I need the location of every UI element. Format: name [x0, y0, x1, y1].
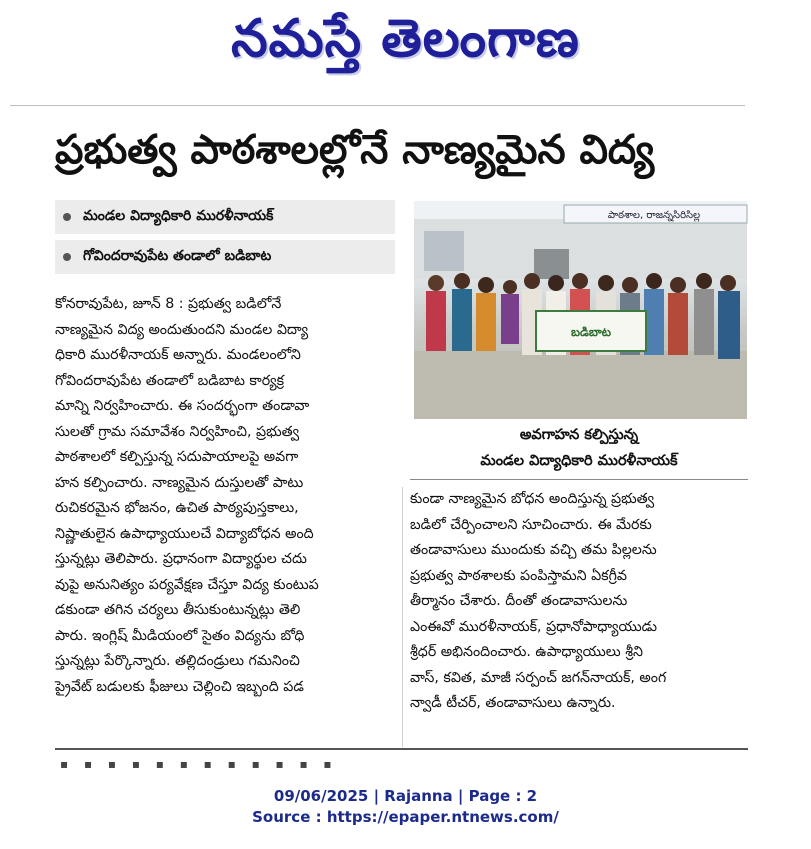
body-line: నిష్ణాతులైన ఉపాధ్యాయులచే విద్యాబోధన అంది — [55, 525, 314, 542]
group-photo-illustration — [414, 201, 747, 419]
article-photo — [414, 201, 747, 419]
body-line: రుచికరమైన భోజనం, ఉచిత పాఠ్యపుస్తకాలు, — [55, 500, 299, 516]
body-line: వాస్, కవిత, మాజీ సర్పంచ్ జగన్‌నాయక్, అంగ — [410, 669, 667, 686]
bottom-divider — [55, 748, 748, 750]
school-sign-text: పాఠశాల, రాజన్నసిరిసిల్ల — [607, 210, 701, 221]
body-line: ధికారి మురళీనాయక్ అన్నారు. మండలంలోని — [55, 347, 301, 363]
body-line: డకుండా తగిన చర్యలు తీసుకుంటున్నట్లు తెలి — [55, 602, 301, 618]
footer — [0, 786, 811, 828]
body-line: స్తున్నట్లు పేర్కొన్నారు. తల్లిదండ్రులు గమనించి — [55, 653, 300, 669]
body-line: మాన్ని నిర్వహించారు. ఈ సందర్భంగా తండావా — [55, 398, 310, 414]
body-line: ఎంఈవో మురళీనాయక్, ప్రధానోపాధ్యాయుడు — [410, 618, 658, 635]
body-line: పాఠశాలలో కల్పిస్తున్న సదుపాయాలపై అవగా — [55, 449, 299, 465]
body-line: వుపై అనునిత్యం పర్యవేక్షణ చేస్తూ విద్య కుంటుప — [55, 576, 319, 593]
article-body-left — [55, 292, 395, 700]
body-line: తండావాసులు ముందుకు వచ్చి తమ పిల్లలను — [410, 542, 657, 558]
bullet-icon — [63, 213, 71, 221]
highlight-text: గోవిందరావుపేట తండాలో బడిబాట — [83, 247, 272, 264]
photo-caption — [410, 422, 748, 474]
body-line: హన కల్పించారు. నాణ్యమైన దుస్తులతో పాటు — [55, 474, 304, 491]
bullet-icon — [63, 253, 71, 261]
newspaper-logo: నమస్తే తెలంగాణ — [231, 9, 580, 69]
highlight-item — [55, 200, 395, 234]
highlight-item — [55, 240, 395, 274]
body-line: ప్రభుత్వ పాఠశాలకు పంపిస్తామని ఏకగ్రీవ — [410, 567, 627, 584]
footer-edition-info: 09/06/2025 | Rajanna | Page : 2 — [273, 787, 538, 805]
caption-divider — [410, 479, 748, 480]
highlight-text: మండల విద్యాధికారి మురళీనాయక్ — [83, 207, 274, 224]
body-line: గోవిందరావుపేట తండాలో బడిబాట కార్యక్ర — [55, 372, 285, 389]
body-line: సులతో గ్రామ సమావేశం నిర్వహించి, ప్రభుత్వ — [55, 423, 300, 440]
body-line: ప్రైవేట్ బడులకు ఫీజులు చెల్లించి ఇబ్బంది పడ — [55, 678, 304, 695]
body-line: కుండా నాణ్యమైన బోధన అందిస్తున్న ప్రభుత్వ — [410, 491, 655, 507]
highlights-box — [55, 200, 395, 280]
ground — [414, 351, 747, 419]
door — [534, 249, 569, 279]
campaign-banner-text: బడిబాట — [570, 325, 612, 339]
caption-line: అవగాహన కల్పిస్తున్న — [519, 427, 639, 443]
caption-line: మండల విద్యాధికారి మురళీనాయక్ — [480, 453, 678, 469]
article-body-right — [410, 487, 748, 717]
cropped-next-article: ▪ ▪ ▪ ▪ ▪ ▪ ▪ ▪ ▪ ▪ ▪ ▪ — [60, 757, 338, 771]
masthead — [0, 0, 811, 80]
footer-source-link[interactable]: Source : https://epaper.ntnews.com/ — [252, 808, 559, 826]
column-divider — [402, 487, 403, 747]
article-headline: ప్రభుత్వ పాఠశాలల్లోనే నాణ్యమైన విద్య — [55, 127, 655, 173]
top-divider — [10, 105, 745, 106]
body-line: శ్రీధర్ అభినందించారు. ఉపాధ్యాయులు శ్రీని — [410, 644, 643, 660]
body-line: స్తున్నట్లు తెలిపారు. ప్రధానంగా విద్యార్థుల చదు — [55, 551, 307, 567]
body-line: బడిలో చేర్పించాలని సూచించారు. ఈ మేరకు — [410, 516, 652, 533]
body-line: కోనరావుపేట, జూన్ 8 : ప్రభుత్వ బడిలోనే — [55, 296, 282, 312]
body-line: నాణ్యమైన విద్య అందుతుందని మండల విద్యా — [55, 321, 309, 338]
body-line: తీర్మానం చేశారు. దీంతో తండావాసులను — [410, 593, 628, 609]
body-line: పారు. ఇంగ్లిష్ మీడియంలో సైతం విద్యను బోధి — [55, 627, 305, 644]
body-line: న్వాడీ టీచర్, తండావాసులు ఉన్నారు. — [410, 695, 616, 711]
window — [424, 231, 464, 271]
